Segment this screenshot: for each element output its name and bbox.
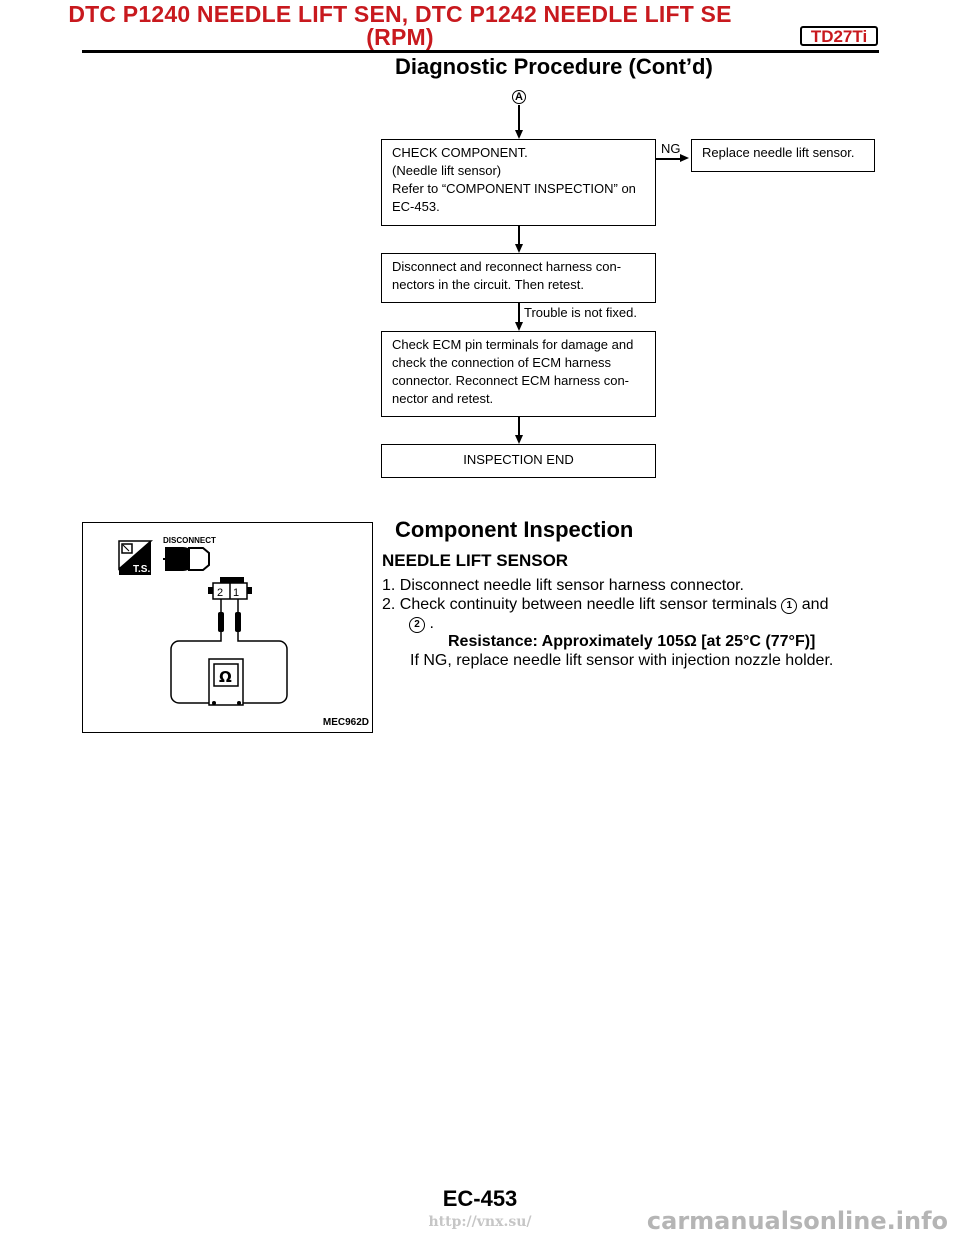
watermark: carmanualsonline.info (646, 1207, 948, 1235)
entry-marker: A (512, 90, 526, 104)
step-2-end: . (429, 615, 434, 632)
flow-line (518, 226, 520, 245)
flow-arrow (515, 130, 523, 139)
box1-line: EC-453. (392, 199, 440, 214)
flow-line (518, 105, 520, 131)
page-header-title-line1: DTC P1240 NEEDLE LIFT SEN, DTC P1242 NEEDLE LIFT SE (68, 1, 732, 27)
trouble-not-fixed-label: Trouble is not fixed. (524, 305, 637, 320)
test-lead-right (238, 632, 287, 703)
flow-arrow (515, 244, 523, 253)
ng-note: If NG, replace needle lift sensor with injection nozzle holder. (410, 652, 834, 669)
flow-line (518, 303, 520, 323)
connector-pin-2: 2 (217, 587, 224, 599)
sensor-figure (82, 522, 373, 733)
terminal-2-marker: 2 (409, 617, 425, 633)
check-component-box (381, 139, 656, 226)
flow-line (518, 417, 520, 436)
ng-flow-arrow (680, 154, 689, 162)
resistance-spec: Resistance: Approximately 105Ω [at 25°C (77°F)] (448, 633, 816, 650)
ohm-symbol: Ω (219, 668, 232, 686)
step-2-text: 2. Check continuity between needle lift sensor terminals (382, 596, 777, 613)
box2-line: Disconnect and reconnect harness con- (392, 259, 622, 274)
box3-line: nector and retest. (392, 391, 494, 406)
step-2-and: and (801, 596, 829, 613)
header-rule (82, 50, 879, 53)
page-header-title-line2: (RPM) (366, 24, 434, 50)
disconnect-plug-icon (163, 547, 209, 571)
model-badge: TD27Ti (800, 26, 878, 46)
box3-line: check the connection of ECM harness (392, 355, 611, 370)
section-title: Diagnostic Procedure (Cont’d) (395, 54, 713, 79)
flow-arrow (515, 322, 523, 331)
inspection-end-box: INSPECTION END (381, 444, 656, 478)
step-1: 1. Disconnect needle lift sensor harness connector. (382, 577, 744, 594)
sensor-connector (208, 577, 252, 599)
check-ecm-box (381, 331, 656, 417)
needle-lift-sensor-subtitle: NEEDLE LIFT SENSOR (382, 551, 569, 570)
ts-text: T.S. (133, 564, 151, 575)
source-url: http://vnx.su/ (428, 1214, 532, 1230)
figure-code-label: MEC962D (322, 717, 369, 728)
box3-line: connector. Reconnect ECM harness con- (392, 373, 630, 388)
replace-sensor-box: Replace needle lift sensor. (691, 139, 875, 172)
box1-line: CHECK COMPONENT. (392, 145, 528, 160)
step-2-continued (409, 614, 434, 633)
disconnect-reconnect-box (381, 253, 656, 303)
component-inspection-title: Component Inspection (395, 517, 634, 542)
connector-pin-1: 1 (233, 587, 240, 599)
box1-line: (Needle lift sensor) (392, 163, 502, 178)
box1-line: Refer to “COMPONENT INSPECTION” on (392, 181, 636, 196)
page-number: EC-453 (442, 1186, 518, 1211)
step-2 (382, 595, 828, 614)
disconnect-text: DISCONNECT (163, 536, 216, 545)
continuity-diagram (83, 523, 372, 732)
box2-line: nectors in the circuit. Then retest. (392, 277, 584, 292)
test-probes (218, 599, 241, 632)
flow-arrow (515, 435, 523, 444)
terminal-1-marker: 1 (781, 598, 797, 614)
box3-line: Check ECM pin terminals for damage and (392, 337, 634, 352)
ng-label: NG (661, 141, 681, 156)
ng-flow-line (656, 158, 680, 160)
